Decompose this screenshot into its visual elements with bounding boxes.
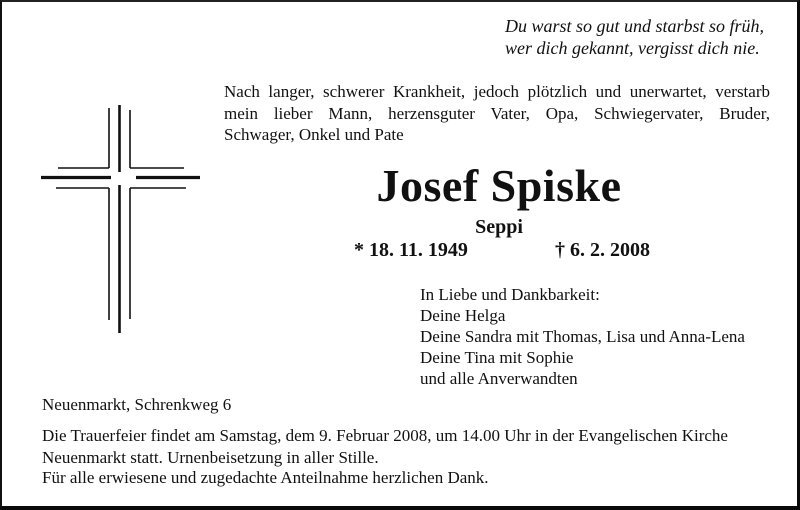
birth-date: * 18. 11. 1949 — [354, 239, 468, 261]
epigraph — [505, 15, 764, 59]
deceased-nickname: Seppi — [475, 216, 523, 238]
life-dates — [354, 239, 650, 262]
mourners-block — [420, 284, 745, 389]
intro-line: Schwager, Onkel und Pate — [224, 125, 404, 144]
intro-line: mein lieber Mann, herzensguter Vater, Opa, Schwiegervater, Bruder, — [224, 103, 770, 123]
epigraph-line: wer dich gekannt, vergisst dich nie. — [505, 38, 760, 58]
deceased-name: Josef Spiske — [376, 160, 622, 211]
funeral-line: Neuenmarkt statt. Urnenbeisetzung in aller Stille. — [42, 447, 379, 467]
intro-line: Nach langer, schwerer Krankheit, jedoch plötzlich und unerwartet, verstarb — [224, 82, 770, 101]
intro-paragraph — [224, 81, 770, 146]
cross-icon — [30, 94, 214, 346]
funeral-line: Die Trauerfeier findet am Samstag, dem 9. Februar 2008, um 14.00 Uhr in der Evangelischen Kirche — [42, 426, 728, 445]
epigraph-line: Du warst so gut und starbst so früh, — [505, 16, 765, 36]
thanks-line: Für alle erwiesene und zugedachte Anteilnahme herzlichen Dank. — [42, 468, 489, 487]
funeral-info — [42, 425, 792, 468]
mourner-line: Deine Helga — [420, 306, 506, 325]
death-date: † 6. 2. 2008 — [555, 239, 650, 261]
address-line: Neuenmarkt, Schrenkweg 6 — [42, 395, 232, 414]
mourner-line: und alle Anverwandten — [420, 369, 578, 388]
mourner-line: Deine Sandra mit Thomas, Lisa und Anna-Lena — [420, 327, 745, 346]
mourner-line: Deine Tina mit Sophie — [420, 348, 574, 367]
mourners-heading: In Liebe und Dankbarkeit: — [420, 285, 600, 304]
